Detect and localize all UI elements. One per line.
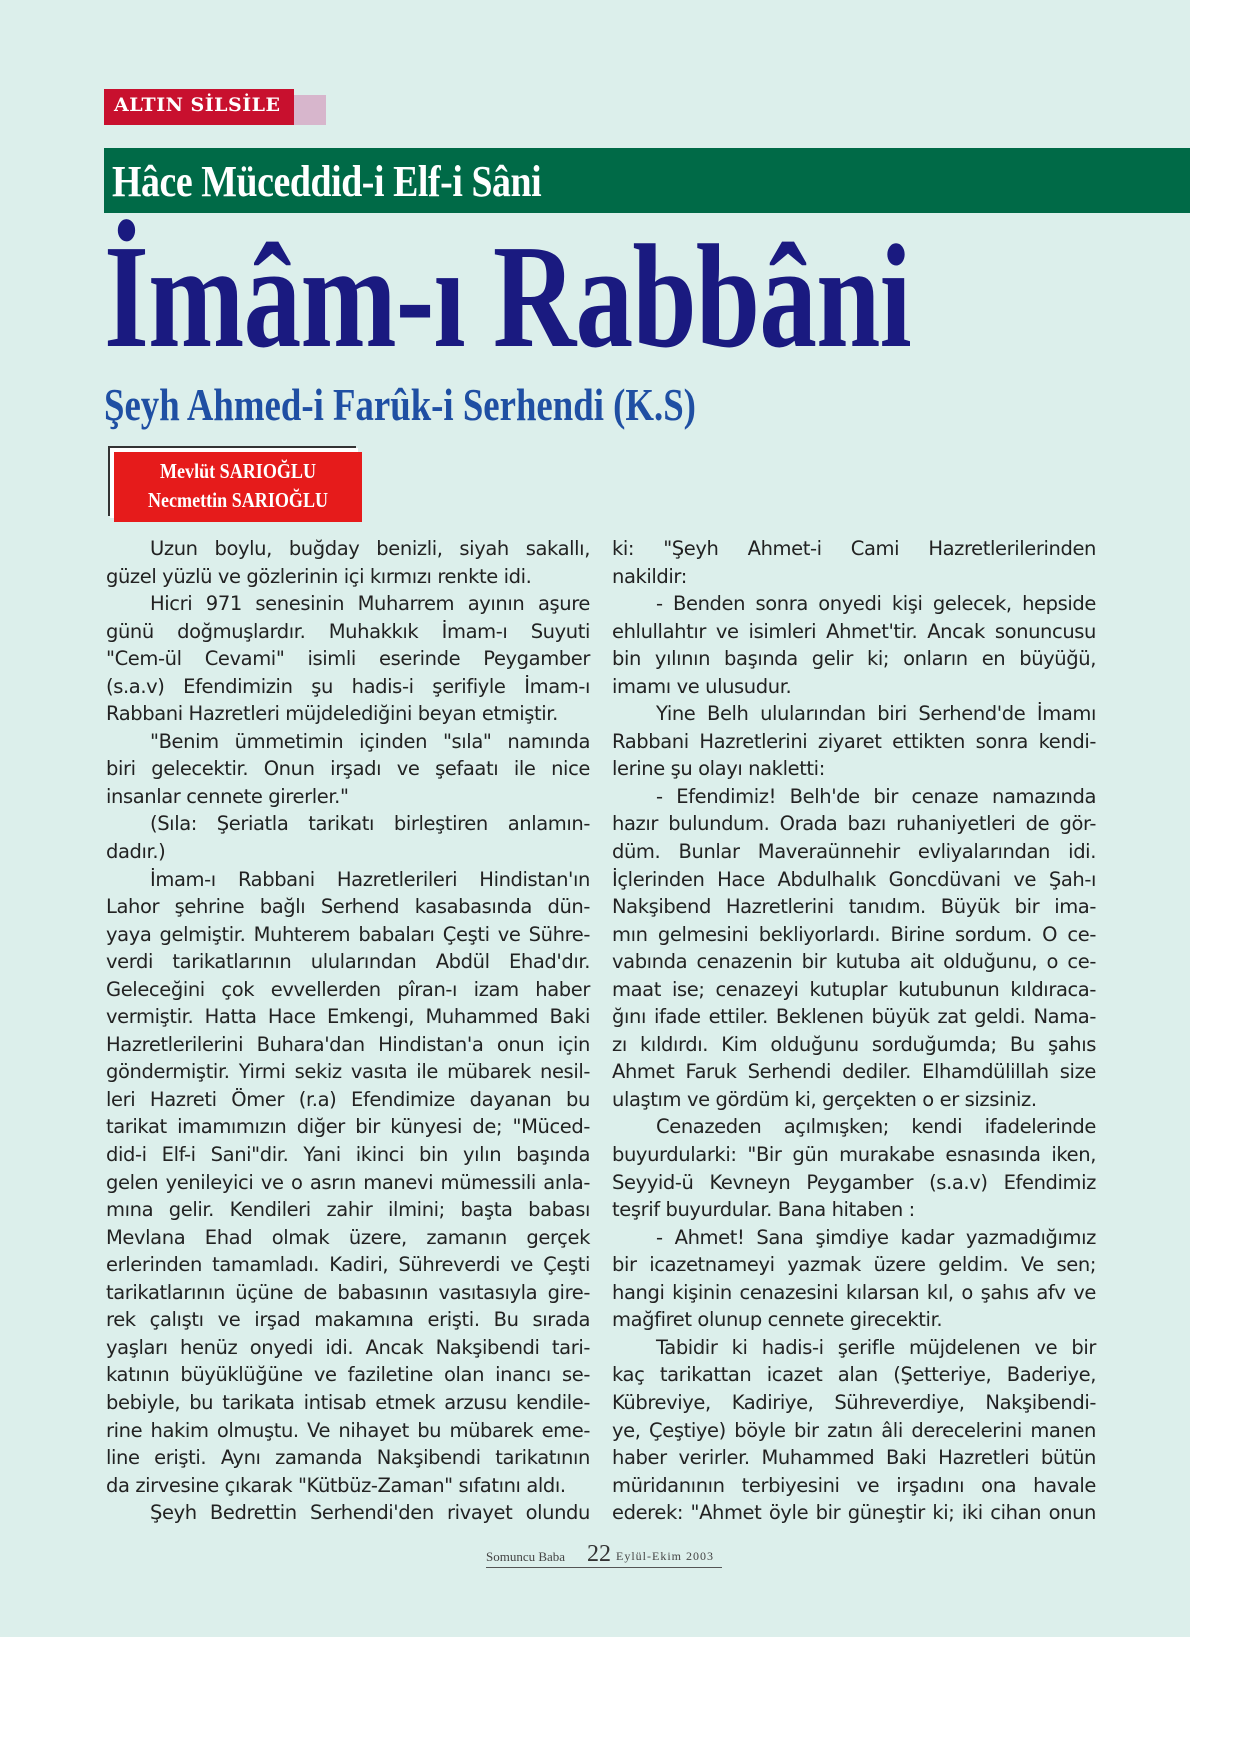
- text-line: leri Hazreti Ömer (r.a) Efendimize dayanan bu: [106, 1087, 590, 1111]
- text-line: hangi kişinin cenazesini kılarsan kıl, o şahıs afv ve: [612, 1280, 1096, 1304]
- text-line: vermiştir. Hatta Hace Emkengi, Muhammed Baki: [106, 1005, 590, 1029]
- text-line: Rabbani Hazretlerini ziyaret ettikten sonra kendi-: [612, 729, 1096, 753]
- section-tag-pink-block: [294, 95, 326, 125]
- footer-date: Eylül-Ekim 2003: [616, 1549, 714, 1563]
- text-line: Kübreviye, Kadiriye, Sühreverdiye, Nakşibendi-: [612, 1390, 1096, 1414]
- article-column-left: [106, 535, 590, 1527]
- text-line: mın gelmesini bekliyorlardı. Birine sordum. O ce-: [612, 922, 1096, 946]
- text-line: ki: "Şeyh Ahmet-i Cami Hazretlerilerinden: [612, 537, 1096, 560]
- text-line: mağfiret olunup cennete girecektir.: [612, 1308, 943, 1332]
- band-title: Hâce Müceddid-i Elf-i Sâni: [112, 157, 542, 206]
- text-line: vabında cenazenin bir kutuba ait olduğunu, o ce-: [612, 950, 1096, 974]
- text-line: müridanının terbiyesini ve irşadını ona havale: [612, 1473, 1096, 1497]
- text-line: verdi tarikatlarının ulularından Abdül Ehad'dır.: [106, 950, 590, 974]
- text-line: lerine şu olayı nakletti:: [612, 757, 825, 781]
- text-line: haber verirler. Muhammed Baki Hazretleri bütün: [612, 1446, 1096, 1470]
- title-band: [104, 148, 1190, 213]
- author-name: Mevlüt SARIOĞLU: [159, 459, 317, 483]
- text-line: bir icazetnameyi yazmak üzere geldim. Ve sen;: [612, 1253, 1096, 1277]
- text-line: düm. Bunlar Maveraünnehir evliyalarından idi.: [612, 840, 1096, 864]
- text-line: imamı ve ulusudur.: [612, 674, 792, 698]
- text-line: Tabidir ki hadis-i şerifle müjdelenen ve bir: [656, 1335, 1096, 1359]
- text-line: Mevlana Ehad olmak üzere, zamanın gerçek: [106, 1225, 590, 1249]
- section-tag: [104, 89, 324, 125]
- text-line: mına gelir. Kendileri zahir ilmini; başta babası: [106, 1198, 590, 1222]
- text-line: Şeyh Bedrettin Serhendi'den rivayet olundu: [150, 1501, 590, 1525]
- text-line: yaşları henüz onyedi idi. Ancak Nakşibendi tari-: [106, 1335, 590, 1359]
- text-line: katının büyüklüğüne ve faziletine olan inancı se-: [106, 1363, 590, 1387]
- text-line: (s.a.v) Efendimizin şu hadis-i şerifiyle İmam-ı: [106, 674, 590, 698]
- text-line: bebiyle, bu tarikata intisab etmek arzusu kendile-: [106, 1390, 590, 1414]
- text-line: "Benim ümmetimin içinden "sıla" namında: [150, 729, 590, 753]
- text-line: nakildir:: [612, 564, 687, 588]
- text-line: erlerinden tamamladı. Kadiri, Sühreverdi ve Çeşti: [106, 1253, 590, 1277]
- text-line: da zirvesine çıkarak "Kütbüz-Zaman" sıfatını aldı.: [106, 1473, 566, 1497]
- text-line: dadır.): [106, 840, 166, 864]
- text-line: Ahmet Faruk Serhendi dediler. Elhamdülillah size: [612, 1060, 1096, 1084]
- text-line: hazır bulundum. Orada bazı ruhaniyetleri de gör-: [612, 812, 1096, 836]
- text-line: - Efendimiz! Belh'de bir cenaze namazında: [656, 784, 1096, 808]
- text-line: rine hakim olmuştu. Ve nihayet bu mübarek eme-: [106, 1418, 590, 1442]
- text-line: line erişti. Aynı zamanda Nakşibendi tarikatının: [106, 1446, 590, 1470]
- text-line: Lahor şehrine bağlı Serhend kasabasında dün-: [106, 895, 590, 919]
- text-line: "Cem-ül Cevami" isimli eserinde Peygamber: [106, 647, 590, 671]
- text-line: rek çalıştı ve irşad makamına erişti. Bu sırada: [106, 1308, 590, 1332]
- text-line: ehlullahtır ve isimleri Ahmet'tir. Ancak sonuncusu: [612, 619, 1096, 643]
- section-tag-label: ALTIN SİLSİLE: [114, 94, 281, 116]
- article-column-right: [612, 535, 1096, 1527]
- page-subtitle: Şeyh Ahmed-i Farûk-i Serhendi (K.S): [104, 379, 696, 430]
- text-line: kaç tarikattan icazet alan (Şetteriye, Baderiye,: [612, 1363, 1096, 1387]
- text-line: yaya gelmiştir. Muhterem babaları Çeşti ve Sühre-: [106, 922, 590, 946]
- text-line: Geleceğini çok evvellerden pîran-ı izam haber: [106, 977, 590, 1001]
- text-line: Rabbani Hazretleri müjdelediğini beyan etmiştir.: [106, 702, 558, 726]
- text-line: Seyyid-ü Kevneyn Peygamber (s.a.v) Efendimiz: [612, 1170, 1096, 1194]
- text-line: Uzun boylu, buğday benizli, siyah sakallı,: [150, 537, 590, 560]
- text-line: - Ahmet! Sana şimdiye kadar yazmadığımız: [656, 1225, 1096, 1249]
- text-line: zı kıldırdı. Kim olduğunu sorduğumda; Bu şahıs: [612, 1032, 1096, 1056]
- text-line: güzel yüzlü ve gözlerinin içi kırmızı renkte idi.: [106, 564, 532, 588]
- text-line: biri gelecektir. Onun irşadı ve şefaatı ile nice: [106, 757, 590, 781]
- text-line: bin yılının başında gelir ki; onların en büyüğü,: [612, 647, 1096, 671]
- text-line: gelen yenileyici ve o asrın manevi mümessili anla-: [106, 1170, 590, 1194]
- text-line: did-i Elf-i Sani"dir. Yani ikinci bin yılın başında: [106, 1143, 590, 1167]
- footer-magazine-name: Somuncu Baba: [486, 1549, 566, 1564]
- footer-rule: [486, 1567, 722, 1568]
- authors-box: [114, 452, 362, 522]
- text-line: teşrif buyurdular. Bana hitaben :: [612, 1198, 915, 1222]
- text-line: insanlar cennete girerler.": [106, 784, 349, 808]
- author-name: Necmettin SARIOĞLU: [147, 488, 329, 512]
- text-line: İmam-ı Rabbani Hazretlerileri Hindistan'ın: [150, 867, 590, 891]
- text-line: buyurdularki: "Bir gün murakabe esnasında iken,: [612, 1143, 1096, 1167]
- text-line: Hazretlerilerini Buhara'dan Hindistan'a onun için: [106, 1032, 590, 1056]
- text-line: günü doğmuşlardır. Muhakkık İmam-ı Suyuti: [106, 619, 590, 643]
- text-line: göndermiştir. Yirmi sekiz vasıta ile mübarek nesil-: [106, 1060, 590, 1084]
- page-footer: [486, 1543, 726, 1573]
- text-line: İçlerinden Hace Abdulhalık Goncdüvani ve Şah-ı: [612, 867, 1096, 891]
- text-line: Nakşibend Hazretlerini tanıdım. Büyük bir ima-: [612, 895, 1096, 919]
- text-line: tarikat imamımızın diğer bir künyesi de; "Müced-: [106, 1115, 590, 1139]
- text-line: ulaştım ve gördüm ki, gerçekten o er sizsiniz.: [612, 1087, 1037, 1111]
- text-line: tarikatlarının üçüne de babasının vasıtasıyla gire-: [106, 1280, 590, 1304]
- text-line: Yine Belh ulularından biri Serhend'de İmamı: [656, 702, 1096, 726]
- text-line: ye, Çeştiye) böyle bir zatın âli derecelerini manen: [612, 1418, 1096, 1442]
- text-line: Hicri 971 senesinin Muharrem ayının aşure: [150, 592, 590, 616]
- text-line: ğını ifade ettiler. Beklenen büyük zat geldi. Nama-: [612, 1005, 1096, 1029]
- footer-page-number: 22: [587, 1541, 611, 1567]
- text-line: Cenazeden açılmışken; kendi ifadelerinde: [656, 1115, 1096, 1139]
- text-line: maat ise; cenazeyi kutuplar kutubunun kıldıraca-: [612, 977, 1096, 1001]
- text-line: (Sıla: Şeriatla tarikatı birleştiren anlamın-: [150, 812, 590, 836]
- page-title: İmâm-ı Rabbâni: [104, 215, 911, 379]
- text-line: - Benden sonra onyedi kişi gelecek, hepside: [656, 592, 1096, 616]
- text-line: ederek: "Ahmet öyle bir güneştir ki; iki cihan onun: [612, 1501, 1096, 1525]
